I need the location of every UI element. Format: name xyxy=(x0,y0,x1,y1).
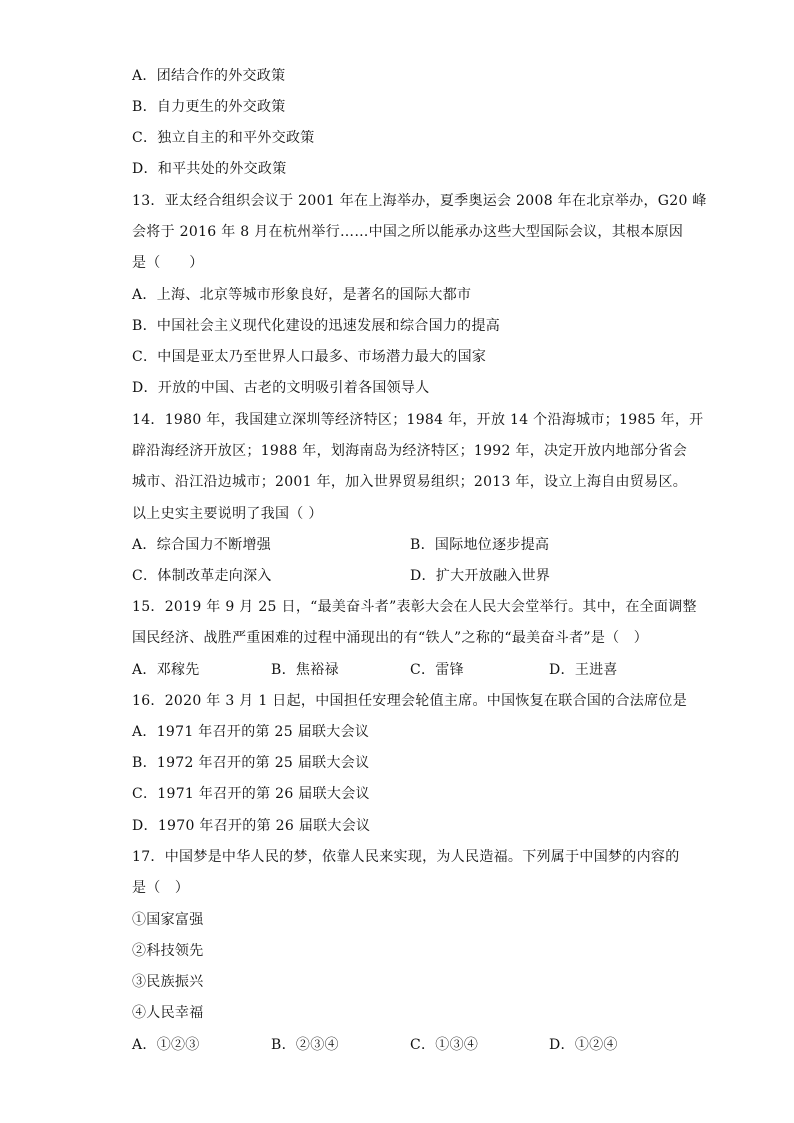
q17-stem-line-2: 是（ ） xyxy=(132,880,190,896)
q15-option-d: D．王进喜 xyxy=(549,662,618,678)
q14-option-d: D．扩大开放融入世界 xyxy=(410,568,551,584)
q12-option-d: D．和平共处的外交政策 xyxy=(132,161,287,177)
q13-option-a: A．上海、北京等城市形象良好，是著名的国际大都市 xyxy=(132,287,472,303)
q15-option-a: A．邓稼先 xyxy=(132,662,200,678)
q17-item-1: ①国家富强 xyxy=(132,912,204,928)
q12-option-c: C．独立自主的和平外交政策 xyxy=(132,130,315,146)
q17-option-b: B．②③④ xyxy=(271,1037,339,1053)
q15-option-c: C．雷锋 xyxy=(410,662,464,678)
q16-stem-line-1: 16．2020 年 3 月 1 日起，中国担任安理会轮值主席。中国恢复在联合国的合法席位是 xyxy=(132,693,688,709)
q15-stem-line-2: 国民经济、战胜严重困难的过程中涌现出的有“铁人”之称的“最美奋斗者”是（ ） xyxy=(132,630,649,646)
q13-option-d: D．开放的中国、古老的文明吸引着各国领导人 xyxy=(132,380,430,396)
q17-stem-line-1: 17．中国梦是中华人民的梦，依靠人民来实现，为人民造福。下列属于中国梦的内容的 xyxy=(132,849,680,865)
q17-option-a: A．①②③ xyxy=(132,1037,200,1053)
q14-option-b: B．国际地位逐步提高 xyxy=(410,537,550,553)
q16-option-d: D．1970 年召开的第 26 届联大会议 xyxy=(132,818,371,834)
q14-option-c: C．体制改革走向深入 xyxy=(132,568,272,584)
q16-option-c: C．1971 年召开的第 26 届联大会议 xyxy=(132,786,370,802)
q12-option-a: A．团结合作的外交政策 xyxy=(132,68,286,84)
q14-stem-line-1: 14．1980 年，我国建立深圳等经济特区；1984 年，开放 14 个沿海城市；1985 年，开 xyxy=(132,412,704,428)
q16-option-b: B．1972 年召开的第 25 届联大会议 xyxy=(132,755,370,771)
q14-stem-line-3: 城市、沿江沿边城市；2001 年，加入世界贸易组织；2013 年，设立上海自由贸易区。 xyxy=(132,474,688,490)
q15-option-b: B．焦裕禄 xyxy=(271,662,339,678)
q13-stem-line-3: 是（ ） xyxy=(132,255,204,271)
q15-stem-line-1: 15．2019 年 9 月 25 日，“最美奋斗者”表彰大会在人民大会堂举行。其中，在全面调整 xyxy=(132,599,697,615)
q14-stem-line-2: 辟沿海经济开放区；1988 年，划海南岛为经济特区；1992 年，决定开放内地部分省会 xyxy=(132,443,688,459)
q17-item-4: ④人民幸福 xyxy=(132,1005,204,1021)
q17-item-3: ③民族振兴 xyxy=(132,974,204,990)
q16-option-a: A．1971 年召开的第 25 届联大会议 xyxy=(132,724,370,740)
q17-option-d: D．①②④ xyxy=(549,1037,618,1053)
q17-option-c: C．①③④ xyxy=(410,1037,479,1053)
q13-stem-line-2: 会将于 2016 年 8 月在杭州举行……中国之所以能承办这些大型国际会议，其根本原因 xyxy=(132,224,684,240)
q13-option-b: B．中国社会主义现代化建设的迅速发展和综合国力的提高 xyxy=(132,318,501,334)
q13-option-c: C．中国是亚太乃至世界人口最多、市场潜力最大的国家 xyxy=(132,349,487,365)
q13-stem-line-1: 13．亚太经合组织会议于 2001 年在上海举办，夏季奥运会 2008 年在北京举办，G20 峰 xyxy=(132,193,707,209)
q14-option-a: A．综合国力不断增强 xyxy=(132,537,272,553)
q17-item-2: ②科技领先 xyxy=(132,943,204,959)
q14-stem-line-4: 以上史实主要说明了我国（ ） xyxy=(132,506,323,522)
q12-option-b: B．自力更生的外交政策 xyxy=(132,99,286,115)
